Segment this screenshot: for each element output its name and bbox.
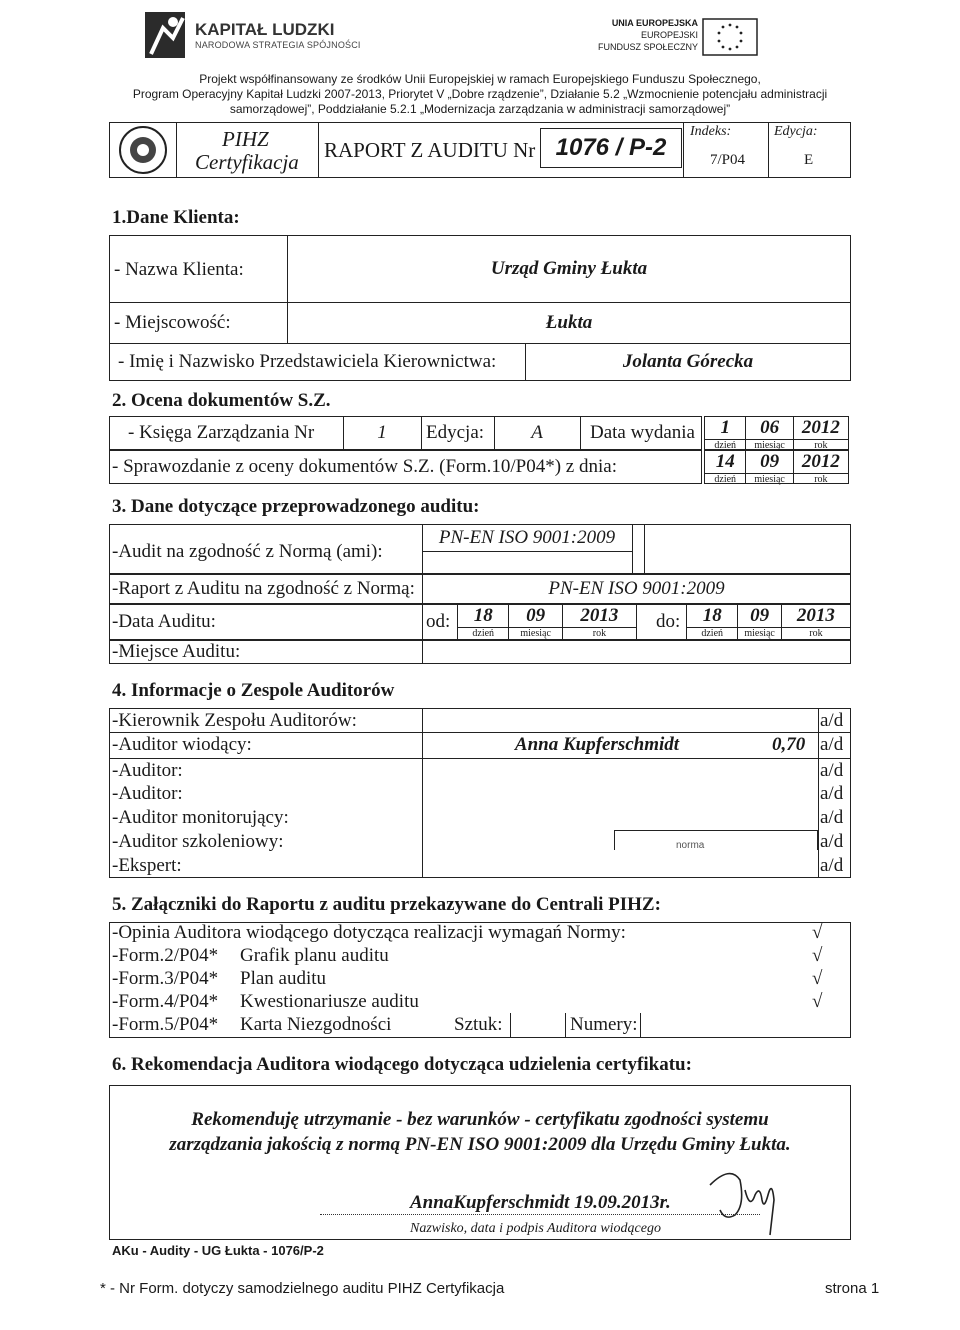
year-label: rok [563, 627, 636, 639]
attach-last-code: -Form.5/P04* [112, 1014, 219, 1035]
month-label: miesiąc [738, 627, 780, 639]
auditor-row-label: -Ekspert: [112, 855, 182, 876]
footer-ref: AKu - Audity - UG Łukta - 1076/P-2 [112, 1243, 324, 1258]
recommendation-line1: Rekomenduję utrzymanie - bez warunków - certyfikatu zgodności systemu [191, 1109, 769, 1130]
attachment-code: -Form.3/P04* [112, 968, 219, 989]
report-date [704, 450, 849, 484]
footer-note: * - Nr Form. dotyczy samodzielnego auditu PIHZ Certyfikacja [100, 1280, 505, 1297]
city-label: - Miejscowość: [114, 312, 231, 333]
section3-title: 3. Dane dotyczące przeprowadzonego auditu: [112, 496, 480, 517]
numbers-label: Numery: [570, 1014, 638, 1035]
to-label: do: [656, 611, 681, 632]
project-line3: samorządowej”, Poddziałanie 5.2.1 „Modernizacja zarządzania w administracji samorządowej” [229, 102, 731, 116]
signature-caption: Nazwisko, data i podpis Auditora wiodącego [410, 1221, 661, 1236]
from-label: od: [426, 611, 451, 632]
attachment-check-icon: √ [812, 968, 823, 989]
book-edition-value: A [531, 422, 543, 443]
section1-title: 1.Dane Klienta: [112, 207, 240, 228]
section5-title: 5. Załączniki do Raportu z auditu przekazywane do Centrali PIHZ: [112, 894, 661, 915]
audit-norm-value: PN-EN ISO 9001:2009 [438, 527, 616, 548]
from-year: 2013 [580, 605, 619, 626]
section4-title: 4. Informacje o Zespole Auditorów [112, 680, 395, 701]
section2-title: 2. Ocena dokumentów S.Z. [112, 390, 331, 411]
year-label: rok [782, 627, 850, 639]
project-line1: Projekt współfinansowany ze środków Unii Europejskiej w ramach Europejskiego Funduszu Społecznego, [199, 72, 761, 86]
eu-logo [580, 18, 760, 58]
day-label: dzień [458, 627, 508, 639]
client-name-value: Urząd Gminy Łukta [490, 258, 648, 279]
book-label: - Księga Zarządzania Nr [128, 422, 315, 443]
day-label: dzień [705, 473, 745, 485]
manager-label: - Imię i Nazwisko Przedstawiciela Kierownictwa: [118, 351, 497, 372]
to-month: 09 [750, 605, 770, 626]
auditor-row-ad: a/d [820, 807, 844, 828]
eu-line3: FUNDUSZ SPOŁECZNY [597, 42, 698, 52]
certyfikacja-label: Certyfikacja [195, 150, 299, 174]
auditor-row-ad: a/d [820, 734, 844, 755]
report-year: 2012 [801, 451, 840, 472]
report-day: 14 [715, 451, 735, 472]
month-label: miesiąc [509, 627, 561, 639]
manager-value: Jolanta Górecka [622, 351, 754, 372]
report-norm-label: -Raport z Auditu na zgodność z Normą: [112, 578, 415, 599]
auditor-row-ad: a/d [820, 831, 844, 852]
report-label: - Sprawozdanie z oceny dokumentów S.Z. (Form.10/P04*) z dnia: [112, 456, 617, 477]
section6-title: 6. Rekomendacja Auditora wiodącego dotycząca udzielenia certyfikatu: [112, 1054, 692, 1075]
audit-norm-label: -Audit na zgodność z Normą (ami): [112, 541, 383, 562]
city-value: Łukta [545, 312, 593, 333]
issue-year: 2012 [801, 417, 840, 438]
attachment-code: -Form.4/P04* [112, 991, 219, 1012]
day-label: dzień [687, 627, 737, 639]
client-name-label: - Nazwa Klienta: [114, 259, 244, 280]
project-line2: Program Operacyjny Kapitał Ludzki 2007-2013, Priorytet V „Dobre rządzenie”, Działanie 5.2 „Wzmocnienie potencjału administracji [132, 87, 828, 101]
attach-last-desc: Karta Niezgodności [240, 1014, 392, 1035]
attachment-code: -Opinia Auditora wiodącego dotycząca realizacji wymagań Normy: [112, 922, 626, 943]
to-day: 18 [702, 605, 722, 626]
norma-label: norma [676, 840, 705, 851]
edition-value: E [804, 152, 814, 168]
auditor-row-name: Anna Kupferschmidt [514, 734, 680, 755]
pihz-seal-icon [114, 124, 172, 176]
logo-title: KAPITAŁ LUDZKI [195, 20, 335, 39]
signature-text: AnnaKupferschmidt 19.09.2013r. [410, 1192, 671, 1213]
index-value: 7/P04 [710, 152, 746, 168]
audit-date-label: -Data Auditu: [112, 611, 216, 632]
attachment-check-icon: √ [812, 945, 823, 966]
attachment-check-icon: √ [812, 991, 823, 1012]
auditor-row-ad: a/d [820, 710, 844, 731]
year-label: rok [794, 473, 848, 485]
attachment-desc: Kwestionariusze auditu [240, 991, 419, 1012]
month-label: miesiąc [746, 473, 792, 485]
auditor-row-label: -Auditor: [112, 783, 183, 804]
kapital-ludzki-logo [143, 8, 373, 64]
auditor-row-label: -Auditor szkoleniowy: [112, 831, 284, 852]
book-value: 1 [377, 422, 387, 443]
attachment-code: -Form.2/P04* [112, 945, 219, 966]
year-label: rok [794, 439, 848, 451]
page-number: strona 1 [825, 1280, 880, 1297]
to-date [686, 604, 851, 640]
logo-subtitle: NARODOWA STRATEGIA SPÓJNOŚCI [195, 40, 361, 50]
auditor-row-label: -Auditor wiodący: [112, 734, 252, 755]
recommendation-line2: zarządzania jakością z normą PN-EN ISO 9001:2009 dla Urzędu Gminy Łukta. [169, 1134, 791, 1155]
report-title: RAPORT Z AUDITU Nr [324, 138, 536, 162]
auditor-row-label: -Auditor monitorujący: [112, 807, 289, 828]
day-label: dzień [705, 439, 745, 451]
auditor-row-ad: a/d [820, 855, 844, 876]
issue-label: Data wydania [590, 422, 695, 443]
month-label: miesiąc [746, 439, 792, 451]
issue-date [704, 416, 849, 450]
index-label: Indeks: [690, 124, 732, 139]
pihz-label: PIHZ [222, 127, 269, 151]
eu-line1: UNIA EUROPEJSKA [611, 18, 698, 28]
edition-label: Edycja: [774, 124, 818, 139]
issue-day: 1 [720, 417, 730, 438]
from-date [457, 604, 637, 640]
handwritten-signature-icon [700, 1155, 790, 1245]
eu-flag-icon [702, 18, 758, 56]
attachment-desc: Grafik planu auditu [240, 945, 389, 966]
report-number: 1076 / P-2 [540, 128, 682, 168]
auditor-row-label: -Auditor: [112, 760, 183, 781]
auditor-row-score: 0,70 [772, 734, 806, 755]
to-year: 2013 [796, 605, 835, 626]
kapital-ludzki-emblem-icon [143, 8, 191, 64]
from-day: 18 [473, 605, 493, 626]
auditor-row-ad: a/d [820, 760, 844, 781]
attachment-desc: Plan auditu [240, 968, 327, 989]
book-edition-label: Edycja: [426, 422, 485, 443]
auditor-row-label: -Kierownik Zespołu Auditorów: [112, 710, 357, 731]
auditor-row-ad: a/d [820, 783, 844, 804]
from-month: 09 [526, 605, 546, 626]
pieces-label: Sztuk: [454, 1014, 503, 1035]
report-norm-value: PN-EN ISO 9001:2009 [548, 578, 725, 599]
audit-place-label: -Miejsce Auditu: [112, 641, 241, 662]
attachment-check-icon: √ [812, 922, 823, 943]
eu-line2: EUROPEJSKI [640, 30, 698, 40]
report-month: 09 [760, 451, 780, 472]
issue-month: 06 [760, 417, 780, 438]
